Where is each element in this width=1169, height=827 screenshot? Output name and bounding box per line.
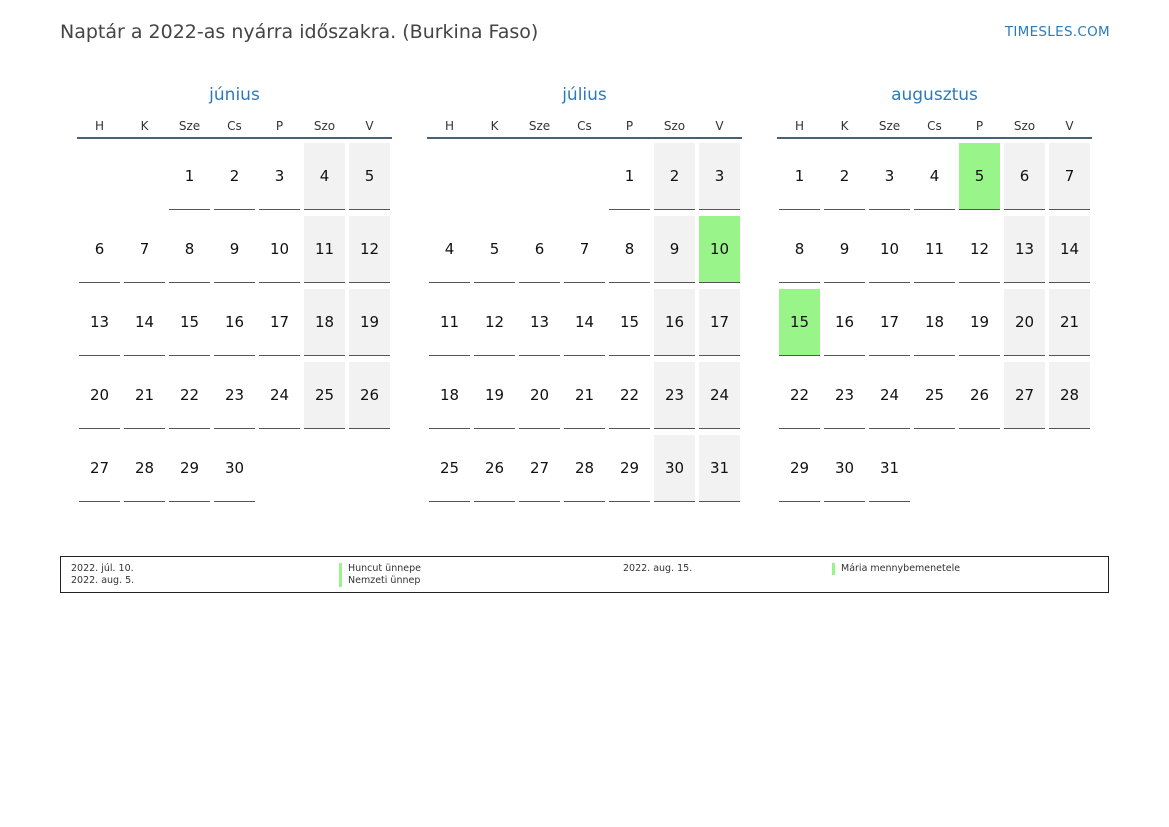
weekday-label: Cs <box>927 119 942 133</box>
day-cell: 1 <box>609 143 650 210</box>
weekday-label: H <box>444 119 455 133</box>
day-cell: 8 <box>169 216 210 283</box>
legend-date: 2022. júl. 10. <box>71 563 134 574</box>
day-cell: 7 <box>564 216 605 283</box>
day-cell: 11 <box>304 216 345 283</box>
month-name: július <box>562 85 607 105</box>
month-june <box>77 84 392 504</box>
weekday-label: P <box>625 119 634 133</box>
day-cell: 23 <box>214 362 255 429</box>
day-cell: 25 <box>429 435 470 502</box>
day-cell: 24 <box>869 362 910 429</box>
empty-day-cell <box>259 435 300 502</box>
day-cell: 13 <box>79 289 120 356</box>
day-cell: 17 <box>699 289 740 356</box>
day-cell: 8 <box>609 216 650 283</box>
site-link[interactable]: TIMESLES.COM <box>1004 24 1110 40</box>
week-row <box>77 358 392 431</box>
day-cell: 23 <box>824 362 865 429</box>
day-cell: 21 <box>124 362 165 429</box>
day-cell: 5 <box>959 143 1000 210</box>
day-cell: 9 <box>824 216 865 283</box>
week-row <box>427 431 742 504</box>
legend-name: Nemzeti ünnep <box>339 575 420 587</box>
day-cell: 26 <box>959 362 1000 429</box>
weekday-label: Sze <box>528 119 551 133</box>
empty-day-cell <box>304 435 345 502</box>
day-cell: 28 <box>124 435 165 502</box>
week-row <box>77 212 392 285</box>
day-cell: 1 <box>169 143 210 210</box>
day-cell: 18 <box>429 362 470 429</box>
month-name: augusztus <box>891 85 978 105</box>
legend-name: Mária mennybemenetele <box>832 563 960 575</box>
week-row <box>777 212 1092 285</box>
day-cell: 3 <box>259 143 300 210</box>
day-cell: 28 <box>1049 362 1090 429</box>
day-cell: 4 <box>914 143 955 210</box>
day-cell: 28 <box>564 435 605 502</box>
day-cell: 15 <box>779 289 820 356</box>
legend-date: 2022. aug. 15. <box>623 563 693 574</box>
day-cell: 12 <box>959 216 1000 283</box>
day-cell: 20 <box>79 362 120 429</box>
week-row <box>427 212 742 285</box>
empty-day-cell <box>914 435 955 502</box>
day-cell: 31 <box>869 435 910 502</box>
weekday-label: Szo <box>313 119 336 133</box>
empty-day-cell <box>124 143 165 210</box>
day-cell: 19 <box>349 289 390 356</box>
day-cell: 12 <box>349 216 390 283</box>
day-cell: 26 <box>349 362 390 429</box>
day-cell: 15 <box>609 289 650 356</box>
day-cell: 2 <box>824 143 865 210</box>
day-cell: 17 <box>869 289 910 356</box>
day-cell: 4 <box>429 216 470 283</box>
week-row <box>777 431 1092 504</box>
weekday-label: Szo <box>663 119 686 133</box>
day-cell: 8 <box>779 216 820 283</box>
week-row <box>77 431 392 504</box>
empty-day-cell <box>959 435 1000 502</box>
day-cell: 22 <box>779 362 820 429</box>
weekday-label: K <box>490 119 499 133</box>
week-row <box>77 285 392 358</box>
day-cell: 14 <box>124 289 165 356</box>
day-cell: 3 <box>699 143 740 210</box>
weekday-label: H <box>794 119 805 133</box>
day-cell: 18 <box>304 289 345 356</box>
day-cell: 16 <box>824 289 865 356</box>
week-row <box>777 285 1092 358</box>
legend-date: 2022. aug. 5. <box>71 575 135 586</box>
legend-name: Huncut ünnepe <box>339 563 421 575</box>
empty-day-cell <box>519 143 560 210</box>
day-cell: 1 <box>779 143 820 210</box>
day-cell: 10 <box>259 216 300 283</box>
day-cell: 11 <box>429 289 470 356</box>
day-cell: 3 <box>869 143 910 210</box>
day-cell: 31 <box>699 435 740 502</box>
day-cell: 30 <box>214 435 255 502</box>
page-title: Naptár a 2022-as nyárra időszakra. (Burkina Faso) <box>60 21 539 43</box>
day-cell: 17 <box>259 289 300 356</box>
day-cell: 27 <box>519 435 560 502</box>
day-cell: 13 <box>1004 216 1045 283</box>
day-cell: 29 <box>609 435 650 502</box>
day-cell: 10 <box>869 216 910 283</box>
day-cell: 2 <box>654 143 695 210</box>
day-cell: 27 <box>1004 362 1045 429</box>
weekday-label: V <box>365 119 374 133</box>
weekday-label: Sze <box>178 119 201 133</box>
day-cell: 29 <box>169 435 210 502</box>
weekday-header <box>777 115 1092 139</box>
week-row <box>777 358 1092 431</box>
holiday-legend <box>60 556 1109 593</box>
day-cell: 23 <box>654 362 695 429</box>
day-cell: 22 <box>609 362 650 429</box>
day-cell: 22 <box>169 362 210 429</box>
day-cell: 9 <box>214 216 255 283</box>
day-cell: 14 <box>564 289 605 356</box>
weekday-header <box>77 115 392 139</box>
day-cell: 26 <box>474 435 515 502</box>
day-cell: 7 <box>1049 143 1090 210</box>
empty-day-cell <box>1049 435 1090 502</box>
week-row <box>77 139 392 212</box>
day-cell: 19 <box>474 362 515 429</box>
day-cell: 5 <box>474 216 515 283</box>
weekday-label: V <box>1065 119 1074 133</box>
weekday-label: P <box>975 119 984 133</box>
weekday-label: Cs <box>227 119 242 133</box>
day-cell: 29 <box>779 435 820 502</box>
day-cell: 7 <box>124 216 165 283</box>
month-name: június <box>209 85 260 105</box>
weekday-label: H <box>94 119 105 133</box>
day-cell: 30 <box>654 435 695 502</box>
weekday-header <box>427 115 742 139</box>
empty-day-cell <box>564 143 605 210</box>
weekday-label: P <box>275 119 284 133</box>
day-cell: 19 <box>959 289 1000 356</box>
day-cell: 24 <box>699 362 740 429</box>
day-cell: 13 <box>519 289 560 356</box>
weekday-label: Sze <box>878 119 901 133</box>
day-cell: 20 <box>1004 289 1045 356</box>
week-row <box>777 139 1092 212</box>
month-august <box>777 84 1092 504</box>
day-cell: 25 <box>914 362 955 429</box>
weekday-label: K <box>140 119 149 133</box>
day-cell: 2 <box>214 143 255 210</box>
day-cell: 10 <box>699 216 740 283</box>
month-july <box>427 84 742 504</box>
day-cell: 20 <box>519 362 560 429</box>
empty-day-cell <box>474 143 515 210</box>
day-cell: 16 <box>654 289 695 356</box>
empty-day-cell <box>79 143 120 210</box>
empty-day-cell <box>349 435 390 502</box>
day-cell: 12 <box>474 289 515 356</box>
day-cell: 5 <box>349 143 390 210</box>
week-row <box>427 285 742 358</box>
day-cell: 21 <box>564 362 605 429</box>
weekday-label: V <box>715 119 724 133</box>
weekday-label: K <box>840 119 849 133</box>
day-cell: 11 <box>914 216 955 283</box>
day-cell: 6 <box>1004 143 1045 210</box>
weekday-label: Cs <box>577 119 592 133</box>
day-cell: 30 <box>824 435 865 502</box>
day-cell: 4 <box>304 143 345 210</box>
day-cell: 14 <box>1049 216 1090 283</box>
empty-day-cell <box>429 143 470 210</box>
day-cell: 21 <box>1049 289 1090 356</box>
day-cell: 6 <box>519 216 560 283</box>
day-cell: 18 <box>914 289 955 356</box>
day-cell: 24 <box>259 362 300 429</box>
day-cell: 27 <box>79 435 120 502</box>
empty-day-cell <box>1004 435 1045 502</box>
day-cell: 6 <box>79 216 120 283</box>
day-cell: 16 <box>214 289 255 356</box>
day-cell: 15 <box>169 289 210 356</box>
week-row <box>427 139 742 212</box>
week-row <box>427 358 742 431</box>
day-cell: 25 <box>304 362 345 429</box>
day-cell: 9 <box>654 216 695 283</box>
weekday-label: Szo <box>1013 119 1036 133</box>
